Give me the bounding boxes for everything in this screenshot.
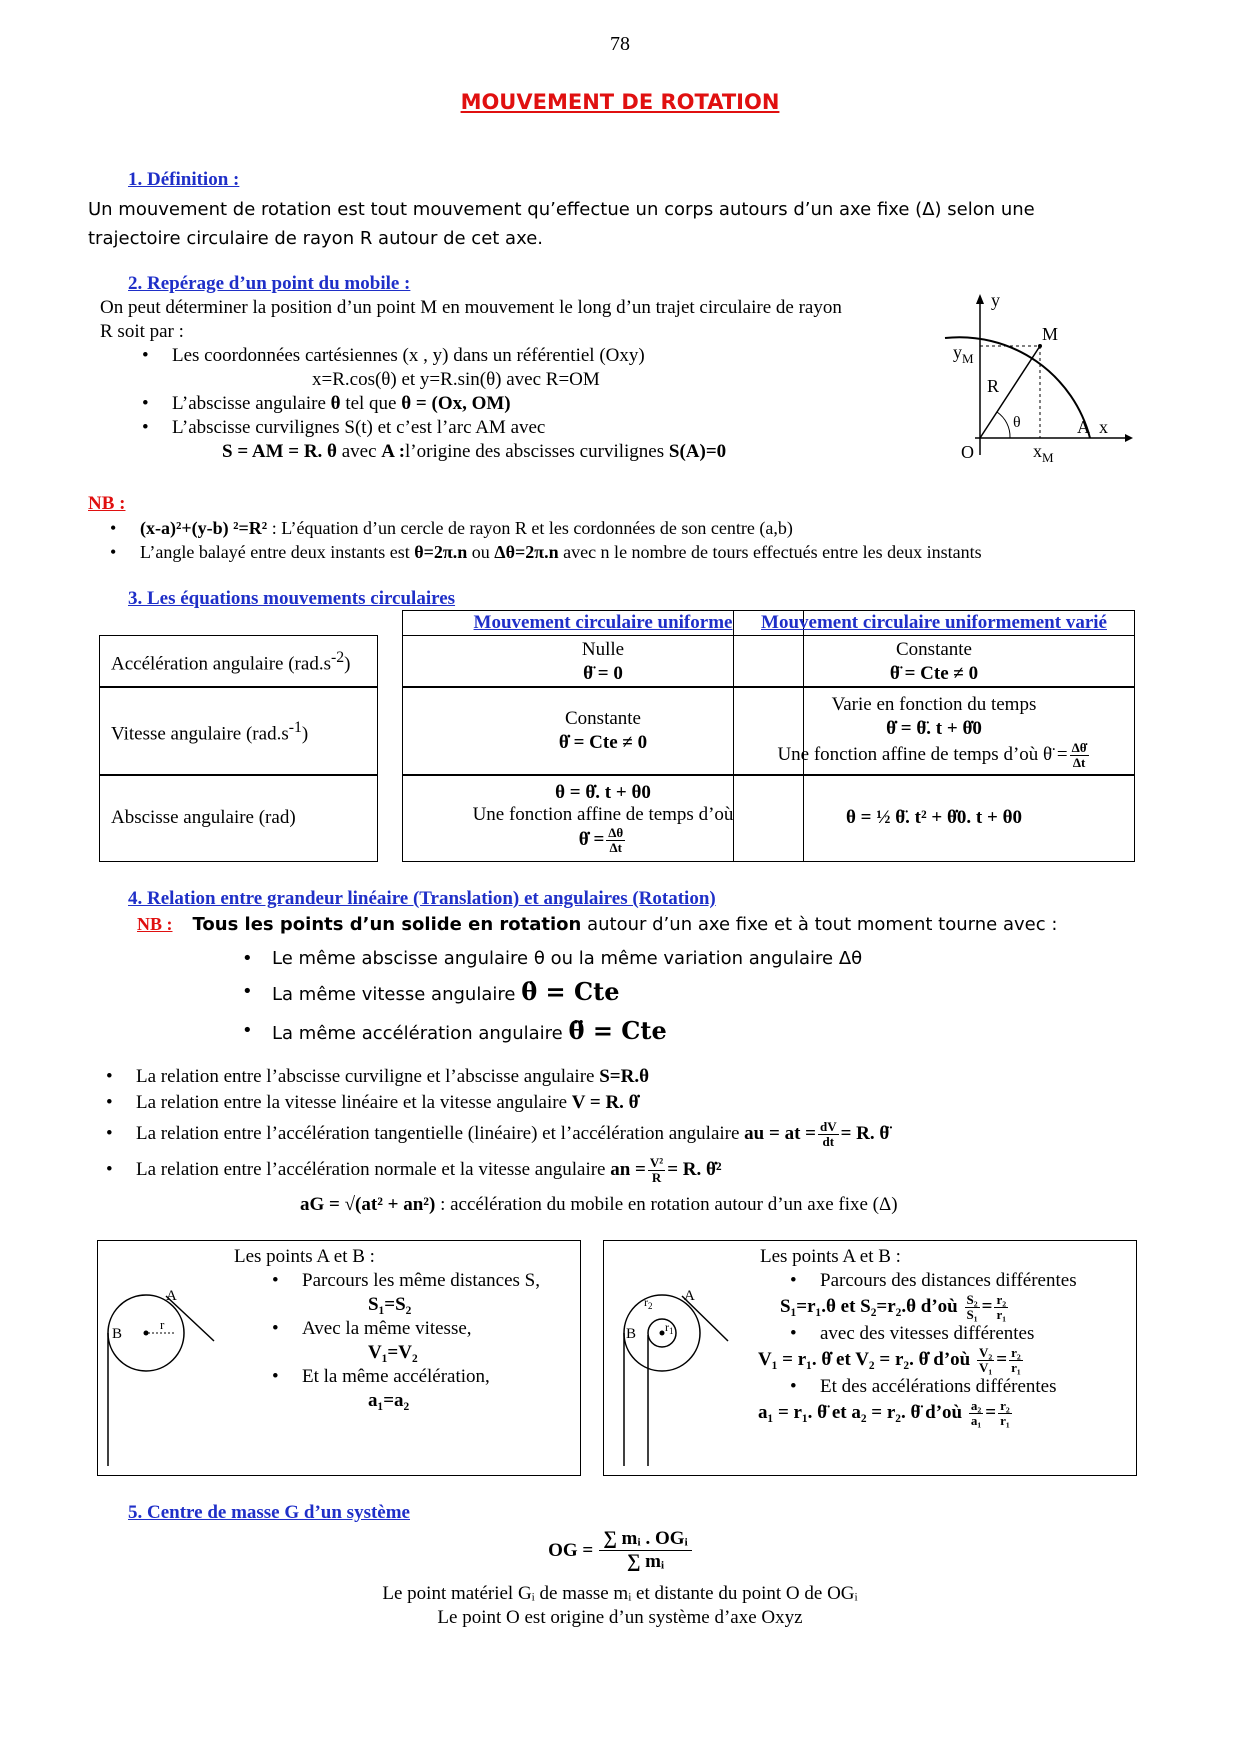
list-item (100, 516, 1160, 540)
eq-text: x=R.cos(θ) et y=R.sin(θ) avec R=OM (312, 369, 600, 390)
item-eq: θ̇ = Cte (521, 977, 620, 1006)
nb-list (100, 516, 1160, 564)
list-item (232, 974, 862, 1013)
ag-line (300, 1194, 898, 1216)
cell-text: Une fonction affine de temps d’où (472, 803, 734, 825)
label-r: R (987, 376, 1000, 396)
list-item (262, 1317, 574, 1365)
right-box-list-3 (780, 1375, 1134, 1399)
section-2-intro-1: On peut déterminer la position d’un point M en mouvement le long d’un trajet circulaire de rayon (100, 297, 842, 318)
label-r2-main: r (644, 1295, 648, 1309)
list-item (132, 416, 920, 440)
nb2-line (137, 914, 1057, 935)
item-eq: = R. θ̈ (840, 1123, 890, 1144)
label-xm-sub: M (1042, 450, 1054, 465)
eq-text: S₁=r₁.θ et S₂=r₂.θ d’où (780, 1295, 958, 1317)
item-eq: a₁=a₂ (368, 1390, 410, 1411)
item-bold: θ (330, 393, 341, 414)
list-item (780, 1269, 1134, 1293)
item-text: Et la même accélération, (302, 1366, 490, 1387)
frac-num: r₂ (1000, 1398, 1010, 1413)
frac-den: r₁ (1000, 1413, 1010, 1428)
label-sup: -1 (288, 718, 302, 736)
item-eq: θ̈ = Cte (568, 1016, 667, 1045)
page-title: MOUVEMENT DE ROTATION (460, 90, 780, 114)
item-text: La relation entre l’accélération tangentielle (linéaire) et l’accélération angulaire (136, 1123, 745, 1144)
label-ym-main: y (953, 342, 962, 362)
section-5-heading: 5. Centre de masse G d’un système (128, 1502, 410, 1523)
label-xm (1033, 441, 1054, 465)
frac-den: Δt (609, 839, 622, 855)
list-item (96, 1152, 1196, 1188)
eq-fraction (599, 1528, 692, 1573)
item-text: L’abscisse curvilignes S(t) et c’est l’arc AM avec (172, 417, 546, 438)
frac-num: Δθ (608, 824, 624, 840)
note-line-1: Le point matériel Gᵢ de masse mᵢ et distante du point O de OGᵢ (382, 1583, 858, 1604)
row-label-velocity (99, 686, 378, 776)
label-a: A (166, 1288, 177, 1304)
page-number: 78 (610, 33, 630, 55)
list-item (232, 944, 862, 974)
section-2-body (100, 296, 920, 464)
col-header-varied-label: Mouvement circulaire uniformement varié (761, 612, 1107, 633)
label-xm-main: x (1033, 441, 1042, 461)
item-eq: = R. θ̇² (667, 1159, 722, 1180)
right-box-title: Les points A et B : (760, 1246, 901, 1267)
item-text: La même accélération angulaire (272, 1023, 563, 1044)
item-eq: V₁=V₂ (368, 1342, 418, 1363)
item-text: L’angle balayé entre deux instants est (140, 542, 415, 562)
list-item (780, 1375, 1134, 1399)
section-2-heading: 2. Repérage d’un point du mobile : (128, 273, 411, 294)
cell-varied-acc (733, 635, 1135, 688)
item-text: La relation entre l’accélération normale et la vitesse angulaire (136, 1159, 611, 1180)
row-label-angle (99, 774, 378, 862)
item-eq: θ = (Ox, OM) (401, 393, 511, 414)
relations-list (96, 1064, 1196, 1188)
list-item (262, 1269, 574, 1317)
list-item (262, 1365, 574, 1413)
left-box-text (234, 1245, 574, 1413)
item-text: Les coordonnées cartésiennes (x , y) dans un référentiel (Oxy) (172, 345, 645, 366)
col-header-uniform-label: Mouvement circulaire uniforme (473, 612, 733, 633)
eq-den: ∑ mᵢ (626, 1551, 665, 1572)
frac-den: S₁ (966, 1307, 978, 1322)
item-eq: S₁=S₂ (368, 1294, 412, 1315)
eq-text: a₁ = r₁. θ̈ et a₂ = r₂. θ̈ d’où (758, 1401, 963, 1423)
item-text: Le même abscisse angulaire θ ou la même variation angulaire Δθ (272, 948, 863, 969)
definition-line-1: Un mouvement de rotation est tout mouvement qu’effectue un corps autours d’un axe fixe (Δ) selon une (88, 199, 1035, 220)
right-box-text (740, 1245, 1134, 1428)
label-y: y (991, 290, 1000, 310)
label-theta: θ (1013, 414, 1021, 431)
list-item (232, 1013, 862, 1052)
nb-label: NB : (88, 493, 126, 514)
item-text: Avec la même vitesse, (302, 1318, 472, 1339)
cell-eq: θ̇ = (578, 828, 605, 850)
frac-num: a₂ (970, 1398, 982, 1413)
frac-num: S₂ (966, 1292, 978, 1307)
list-item (132, 344, 920, 368)
list-item (96, 1064, 1196, 1090)
point-m (1038, 344, 1042, 348)
section-2-intro-2: R soit par : (100, 321, 184, 342)
right-eq-2: V₁ = r₁. θ̇ et V₂ = r₂. θ̇ d’où $\frac{\text{V₂}}{\text{V₁}}$ = $\frac{\text{r₂}}{\text{r₁}}$ (758, 1345, 1021, 1375)
label-r1: $r_1$ (665, 1320, 674, 1336)
box-same-motion (97, 1240, 581, 1476)
item-bold: S(A)=0 (668, 441, 727, 462)
list-item (132, 392, 920, 416)
position-diagram (935, 290, 1135, 480)
item-text: La relation entre l’abscisse curviligne et l’abscisse angulaire (136, 1066, 600, 1087)
item-bold: Δθ=2π.n (494, 542, 559, 562)
cell-eq: θ̈ = 0 (583, 662, 623, 684)
frac-num: r₂ (1011, 1345, 1021, 1360)
definition-text (88, 195, 1035, 253)
item-text: : L’équation d’un cercle de rayon R et les cordonnées de son centre (a,b) (267, 518, 793, 538)
eq-num: ∑ mᵢ . OGᵢ (599, 1528, 692, 1551)
frac-num: Δθ̇ (1071, 739, 1087, 755)
cell-text: Varie en fonction du temps (831, 693, 1037, 715)
ag-text: : accélération du mobile en rotation autour d’un axe fixe (Δ) (435, 1194, 898, 1215)
list-item-eq (132, 368, 920, 392)
item-text: Et des accélérations différentes (820, 1376, 1057, 1397)
list-item (100, 540, 1160, 564)
label-x: x (1099, 417, 1108, 437)
item-text: l’origine des abscisses curvilignes (405, 441, 669, 462)
label-b: B (112, 1326, 123, 1342)
box-different-motion (603, 1240, 1137, 1476)
eq-text: V₁ = r₁. θ̇ et V₂ = r₂. θ̇ d’où (758, 1348, 971, 1370)
pulley-center (660, 1331, 665, 1336)
frac-num: V² (649, 1155, 664, 1171)
pulley-center (144, 1331, 149, 1336)
label-r2: $r_2$ (644, 1295, 653, 1311)
label-r: r (160, 1317, 165, 1332)
section-2-list (132, 344, 920, 464)
item-text: ou (467, 542, 495, 562)
label-m: M (1042, 324, 1059, 344)
frac-den: R (651, 1170, 662, 1186)
left-box-list (262, 1269, 574, 1413)
item-text: La même vitesse angulaire (272, 984, 516, 1005)
item-eq: an = (610, 1159, 646, 1180)
definition-line-2: trajectoire circulaire de rayon R autour de cet axe. (88, 228, 543, 249)
y-axis-arrow (976, 294, 984, 304)
cell-eq: θ̈ = Cte ≠ 0 (889, 662, 979, 684)
item-text: L’abscisse angulaire (172, 393, 331, 414)
label-tail: ) (344, 653, 351, 675)
right-box-list-2 (780, 1322, 1134, 1346)
item-text: avec n le nombre de tours effectués entre les deux instants (558, 542, 982, 562)
right-box-list (780, 1269, 1134, 1293)
theta-arc (997, 412, 1010, 438)
row-label-acceleration (99, 635, 378, 688)
frac-num: dV (819, 1119, 837, 1135)
label-text: Accélération angulaire (rad.s (111, 653, 331, 675)
item-eq: V = R. θ̇ (571, 1092, 639, 1113)
x-axis-arrow (1125, 434, 1133, 442)
frac-num: r₂ (996, 1292, 1007, 1307)
nb2-label: NB : (137, 914, 173, 934)
cell-text: Constante (565, 708, 641, 729)
label-o: O (961, 442, 974, 462)
frac-den: V₁ (978, 1360, 993, 1375)
label-ym (953, 342, 974, 366)
list-item (96, 1090, 1196, 1116)
left-box-title: Les points A et B : (234, 1246, 375, 1267)
right-eq-3: a₁ = r₁. θ̈ et a₂ = r₂. θ̈ d’où $\frac{\text{a₂}}{\text{a₁}}$ = $\frac{\text{r₂}}{\text{r₁}}$ (758, 1398, 1010, 1428)
cell-eq: θ = θ̇. t + θ0 (555, 781, 651, 803)
cell-eq: θ̇ = θ̈. t + θ̇0 (886, 717, 982, 739)
cell-varied-vel (733, 686, 1135, 776)
ag-eq: aG = √(at² + an²) (300, 1194, 436, 1215)
item-eq: au = at = (744, 1123, 816, 1144)
cell-varied-angle (733, 774, 1135, 862)
cell-eq: θ̇ = Cte ≠ 0 (558, 732, 648, 753)
eq-lhs: OG = (548, 1539, 594, 1561)
cell-text: Nulle (581, 638, 625, 660)
col-header-varied (733, 610, 1135, 636)
section-3-heading: 3. Les équations mouvements circulaires (128, 588, 456, 609)
item-text: Parcours des distances différentes (820, 1270, 1077, 1291)
label-a: A (1077, 417, 1090, 437)
item-bold: A : (381, 441, 406, 462)
list-item (780, 1322, 1134, 1346)
item-text: La relation entre la vitesse linéaire et la vitesse angulaire (136, 1092, 572, 1113)
item-eq: S = AM = R. θ (222, 441, 337, 462)
frac-num: V₂ (978, 1345, 993, 1360)
frac-den: a₁ (970, 1413, 982, 1428)
different-radius-diagram (610, 1271, 740, 1471)
label-sup: -2 (330, 649, 345, 667)
frac-den: r₁ (1011, 1360, 1021, 1375)
item-bold: θ=2π.n (414, 542, 468, 562)
list-item-eq (132, 440, 920, 464)
same-properties-list (232, 944, 862, 1052)
label-text: Abscisse angulaire (rad) (111, 807, 296, 828)
label-b: B (626, 1326, 637, 1342)
cell-eq: θ = ½ θ̈. t² + θ̇0. t + θ0 (845, 807, 1022, 828)
same-radius-diagram (104, 1271, 234, 1471)
item-text: avec des vitesses différentes (820, 1323, 1035, 1344)
label-ym-sub: M (962, 351, 974, 366)
circle-equation: (x-a)²+(y-b) ²=R² (140, 518, 268, 538)
center-of-mass-notes (0, 1582, 1240, 1630)
item-text: tel que (340, 393, 402, 414)
section-1-heading: 1. Définition : (128, 169, 240, 190)
label-r1-main: r (665, 1320, 669, 1334)
cell-text: Constante (896, 638, 972, 660)
center-of-mass-equation (0, 1528, 1240, 1573)
label-text: Vitesse angulaire (rad.s (111, 723, 289, 745)
right-eq-1: S₁=r₁.θ et S₂=r₂.θ d’où $\frac{\text{S₂}}{\text{S₁}}$ = $\frac{\text{r₂}}{\text{r₁}}$ (780, 1292, 1007, 1322)
label-a: A (684, 1288, 695, 1304)
note-line-2: Le point O est origine d’un système d’axe Oxyz (437, 1607, 803, 1628)
list-item (96, 1116, 1196, 1152)
cell-text: Une fonction affine de temps d’où θ̈ = (777, 743, 1068, 765)
section-4-heading: 4. Relation entre grandeur linéaire (Translation) et angulaires (Rotation) (128, 888, 716, 909)
frac-den: r₁ (996, 1307, 1007, 1322)
nb2-text: autour d’un axe fixe et à tout moment tourne avec : (581, 914, 1058, 935)
item-text: Parcours les même distances S, (302, 1270, 540, 1291)
label-tail: ) (301, 723, 309, 745)
frac-den: dt (822, 1134, 835, 1150)
item-text: avec (336, 441, 382, 462)
item-eq: S=R.θ (599, 1066, 649, 1087)
frac-den: Δt (1072, 754, 1086, 770)
nb2-bold: Tous les points d’un solide en rotation (192, 914, 582, 935)
